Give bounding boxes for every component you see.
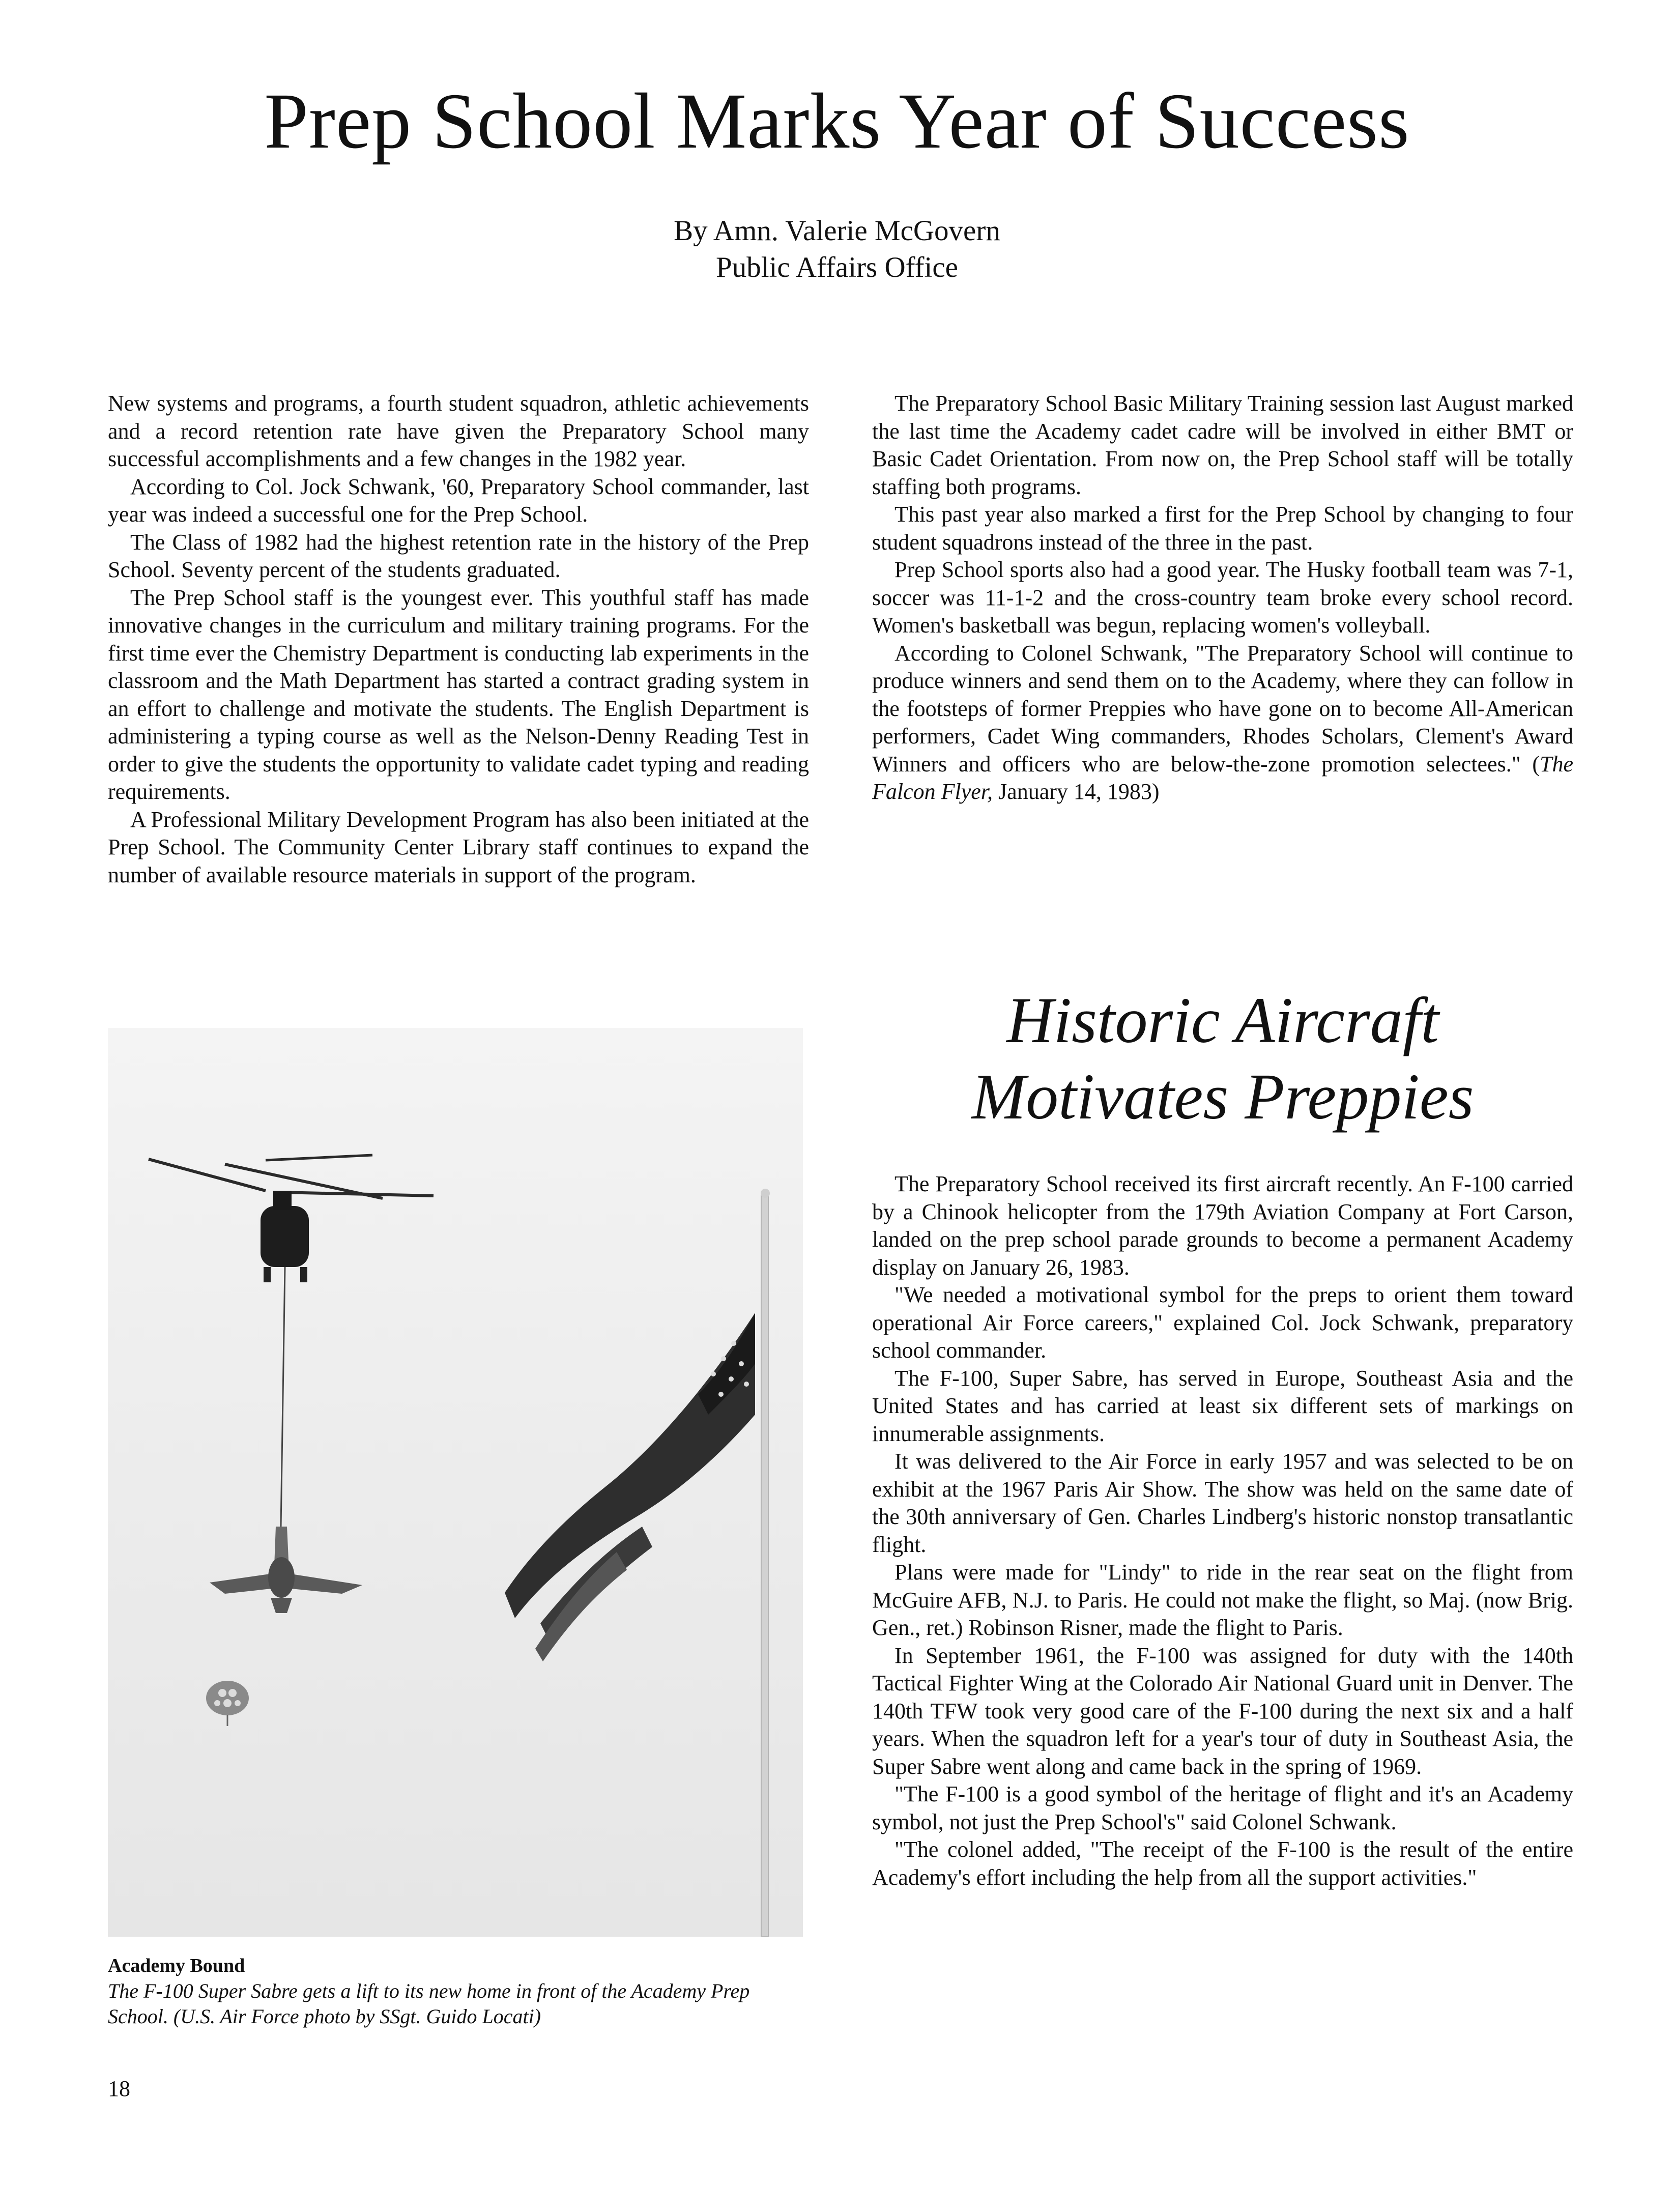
sling-cable [281,1267,285,1527]
photo-caption [108,1953,809,2029]
paragraph: The Preparatory School received its first aircraft recently. An F-100 carried by a Chinook helicopter from the 179th Aviation Company at Fort Carson, landed on the prep school parade grounds to become a permanent Academy display on January 26, 1983. [872,1171,1573,1280]
jet-icon [210,1527,362,1613]
caption-title: Academy Bound [108,1955,245,1976]
byline-office: Public Affairs Office [716,251,958,283]
byline [0,213,1674,286]
paragraph: The Class of 1982 had the highest retention rate in the history of the Prep School. Seventy percent of the students graduated. [108,529,809,582]
paragraph: "The F-100 is a good symbol of the heritage of flight and it's an Academy symbol, not just the Prep School's" said Colonel Schwank. [872,1782,1573,1834]
publication-date: January 14, 1983) [993,779,1160,804]
paragraph: It was delivered to the Air Force in early 1957 and was selected to be on exhibit at the 1967 Paris Air Show. The show was held on the same date of the 30th anniversary of Gen. Charles Lindberg's historic nonstop transatlantic flight. [872,1449,1573,1557]
article-right-column [872,390,1573,806]
headline-line: Historic Aircraft [1006,984,1439,1056]
paragraph: This past year also marked a first for the Prep School by changing to four student squadrons instead of the three in the past. [872,502,1573,555]
paragraph: New systems and programs, a fourth student squadron, athletic achievements and a record retention rate have given the Preparatory School many successful accomplishments and a few changes in the 1982 year. [108,391,809,471]
paragraph: Plans were made for "Lindy" to ride in the rear seat on the flight from McGuire AFB, N.J. to Paris. He could not make the flight, so Maj. (now Brig. Gen., ret.) Robinson Risner, made the flight to Paris. [872,1560,1573,1640]
paragraph: A Professional Military Development Program has also been initiated at the Prep School. The Community Center Library staff continues to expand the number of available resource materials in support of the program. [108,807,809,887]
closing-quote-paragraph [872,640,1573,806]
paragraph: Prep School sports also had a good year. The Husky football team was 7-1, soccer was 11-1-2 and the cross-country team broke every school record. Women's basketball was begun, replacing women's volleyball. [872,557,1573,638]
flag-icon [505,1313,755,1661]
paragraph: According to Col. Jock Schwank, '60, Preparatory School commander, last year was indeed a successful one for the Prep School. [108,474,809,527]
quote-text: According to Colonel Schwank, "The Preparatory School will continue to produce winners and send them on to the Academy, where they can follow in the footsteps of former Preppies who have gone on to become All-American performers, Cadet Wing commanders, Rhodes Scholars, Clement's Award Winners and officers who are below-the-zone promotion selectees." ( [872,640,1573,777]
paragraph: The Prep School staff is the youngest ever. This youthful staff has made innovative changes in the curriculum and military training programs. For the first time ever the Chemistry Department is conducting lab experiments in the classroom and the Math Department has started a contract grading system in an effort to challenge and motivate the students. The English Department is administering a typing course as well as the Nelson-Denny Reading Test in order to give the students the opportunity to validate cadet typing and reading requirements. [108,585,809,804]
second-article-headline [872,982,1573,1135]
publication-name: The Falcon Flyer, [872,751,1573,804]
flagpole [761,1196,768,1937]
paragraph: The Preparatory School Basic Military Training session last August marked the last time the Academy cadet cadre will be involved in either BMT or Basic Cadet Orientation. From now on, the Prep School staff will be totally staffing both programs. [872,391,1573,499]
article-left-column [108,390,809,889]
caption-text: The F-100 Super Sabre gets a lift to its new home in front of the Academy Prep School. (U.S. Air Force photo by SSgt. Guido Locati) [108,1979,750,2028]
page-number: 18 [108,2076,130,2101]
parachute-icon [206,1681,249,1726]
article-title: Prep School Marks Year of Success [264,77,1410,165]
photo-illustration [108,1028,803,1937]
paragraph: The F-100, Super Sabre, has served in Europe, Southeast Asia and the United States and has carried at least six different sets of markings on innumerable assignments. [872,1365,1573,1446]
second-article-body [872,1170,1573,1891]
helicopter-icon [149,1155,434,1282]
photo-helicopter-lift [108,1028,803,1937]
paragraph: In September 1961, the F-100 was assigned for duty with the 140th Tactical Fighter Wing at the Colorado Air National Guard unit in Denver. The 140th TFW took very good care of the F-100 during the next six and a half years. When the squadron left for a year's tour of duty in Southeast Asia, the Super Sabre went along and came back in the spring of 1969. [872,1643,1573,1779]
headline-line: Motivates Preppies [971,1060,1474,1133]
paragraph: "The colonel added, "The receipt of the F-100 is the result of the entire Academy's effort including the help from all the support activities." [872,1837,1573,1890]
paragraph: "We needed a motivational symbol for the preps to orient them toward operational Air Force careers," explained Col. Jock Schwank, preparatory school commander. [872,1282,1573,1363]
byline-author: By Amn. Valerie McGovern [674,215,1000,247]
